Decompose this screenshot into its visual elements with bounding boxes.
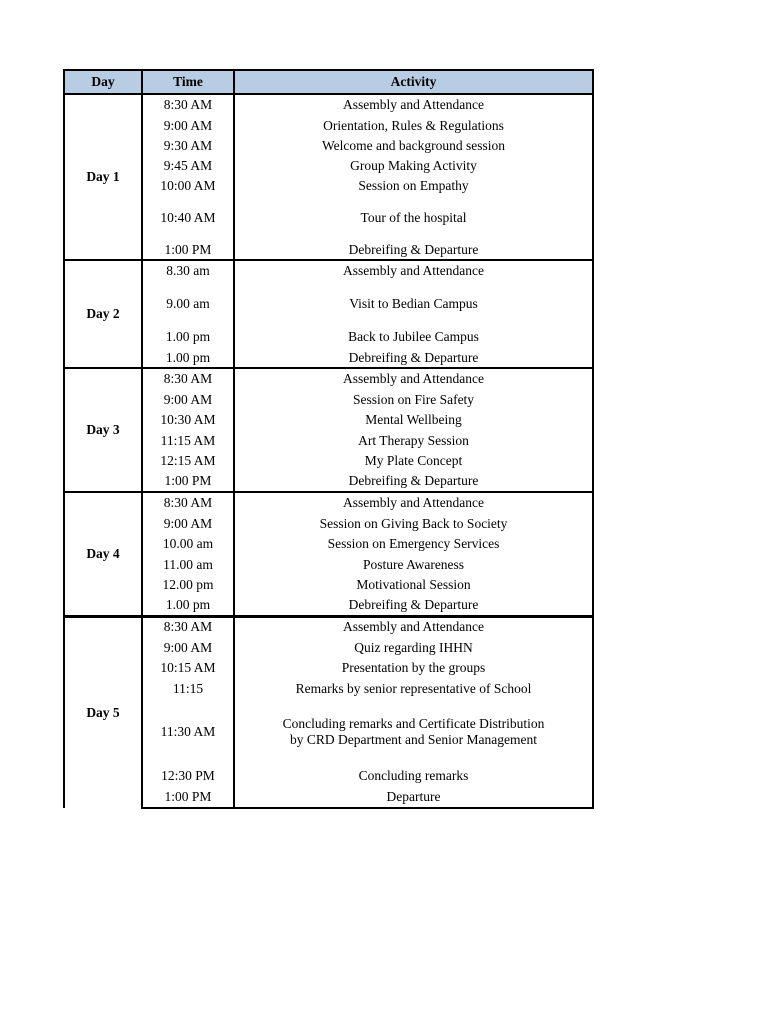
activity-cell: Presentation by the groups bbox=[234, 658, 593, 678]
table-row bbox=[64, 281, 593, 326]
activity-cell: Assembly and Attendance bbox=[234, 94, 593, 115]
time-cell: 10:40 AM bbox=[142, 196, 234, 240]
day-label: Day 5 bbox=[64, 616, 142, 808]
time-cell: 1:00 PM bbox=[142, 240, 234, 260]
schedule-table bbox=[63, 69, 594, 809]
activity-cell: Assembly and Attendance bbox=[234, 616, 593, 637]
table-row bbox=[64, 196, 593, 240]
time-cell: 9:00 AM bbox=[142, 513, 234, 534]
activity-cell: Assembly and Attendance bbox=[234, 492, 593, 513]
activity-cell: Quiz regarding IHHN bbox=[234, 637, 593, 658]
time-cell: 1.00 pm bbox=[142, 348, 234, 368]
time-cell: 12.00 pm bbox=[142, 575, 234, 595]
table-row bbox=[64, 326, 593, 348]
table-row bbox=[64, 471, 593, 492]
activity-cell: Debreifing & Departure bbox=[234, 348, 593, 368]
header-day: Day bbox=[64, 70, 142, 94]
time-cell: 10.00 am bbox=[142, 534, 234, 554]
time-cell: 10:15 AM bbox=[142, 658, 234, 678]
table-row bbox=[64, 156, 593, 176]
time-cell: 9:00 AM bbox=[142, 389, 234, 410]
activity-cell: Art Therapy Session bbox=[234, 430, 593, 451]
activity-cell: Mental Wellbeing bbox=[234, 410, 593, 430]
time-cell: 10:30 AM bbox=[142, 410, 234, 430]
time-cell: 8:30 AM bbox=[142, 616, 234, 637]
table-row bbox=[64, 348, 593, 368]
activity-cell: Session on Giving Back to Society bbox=[234, 513, 593, 534]
table-row bbox=[64, 554, 593, 575]
time-cell: 9:45 AM bbox=[142, 156, 234, 176]
time-cell: 9:30 AM bbox=[142, 136, 234, 156]
time-cell: 9.00 am bbox=[142, 281, 234, 326]
table-row bbox=[64, 389, 593, 410]
table-row bbox=[64, 368, 593, 389]
table-row bbox=[64, 616, 593, 637]
time-cell: 1:00 PM bbox=[142, 787, 234, 808]
time-cell: 9:00 AM bbox=[142, 637, 234, 658]
table-row bbox=[64, 115, 593, 136]
table-row bbox=[64, 492, 593, 513]
activity-cell: Debreifing & Departure bbox=[234, 595, 593, 616]
table-row bbox=[64, 699, 593, 765]
activity-cell: Debreifing & Departure bbox=[234, 471, 593, 492]
table-row bbox=[64, 94, 593, 115]
activity-cell: Session on Empathy bbox=[234, 176, 593, 196]
activity-cell: Session on Fire Safety bbox=[234, 389, 593, 410]
time-cell: 8.30 am bbox=[142, 260, 234, 281]
header-time: Time bbox=[142, 70, 234, 94]
table-row bbox=[64, 595, 593, 616]
table-row bbox=[64, 513, 593, 534]
time-cell: 12:30 PM bbox=[142, 765, 234, 787]
schedule-body bbox=[64, 94, 593, 808]
day-label: Day 4 bbox=[64, 492, 142, 616]
table-row bbox=[64, 176, 593, 196]
activity-cell: My Plate Concept bbox=[234, 451, 593, 471]
activity-cell: Departure bbox=[234, 787, 593, 808]
activity-cell: Remarks by senior representative of School bbox=[234, 678, 593, 699]
time-cell: 11:15 bbox=[142, 678, 234, 699]
time-cell: 8:30 AM bbox=[142, 492, 234, 513]
activity-cell: Orientation, Rules & Regulations bbox=[234, 115, 593, 136]
time-cell: 11:30 AM bbox=[142, 699, 234, 765]
header-row bbox=[64, 70, 593, 94]
table-row bbox=[64, 430, 593, 451]
activity-cell: Visit to Bedian Campus bbox=[234, 281, 593, 326]
day-label: Day 3 bbox=[64, 368, 142, 492]
time-cell: 1:00 PM bbox=[142, 471, 234, 492]
activity-cell: Concluding remarks bbox=[234, 765, 593, 787]
activity-cell: Concluding remarks and Certificate Distribution by CRD Department and Senior Management bbox=[234, 699, 593, 765]
activity-cell: Debreifing & Departure bbox=[234, 240, 593, 260]
time-cell: 12:15 AM bbox=[142, 451, 234, 471]
table-row bbox=[64, 678, 593, 699]
time-cell: 10:00 AM bbox=[142, 176, 234, 196]
day-label: Day 2 bbox=[64, 260, 142, 368]
activity-cell: Tour of the hospital bbox=[234, 196, 593, 240]
activity-cell: Welcome and background session bbox=[234, 136, 593, 156]
table-row bbox=[64, 658, 593, 678]
table-row bbox=[64, 136, 593, 156]
day-label: Day 1 bbox=[64, 94, 142, 260]
time-cell: 1.00 pm bbox=[142, 595, 234, 616]
table-row bbox=[64, 534, 593, 554]
table-row bbox=[64, 410, 593, 430]
table-row bbox=[64, 240, 593, 260]
activity-cell: Back to Jubilee Campus bbox=[234, 326, 593, 348]
activity-cell: Assembly and Attendance bbox=[234, 368, 593, 389]
activity-cell: Motivational Session bbox=[234, 575, 593, 595]
header-activity: Activity bbox=[234, 70, 593, 94]
activity-cell: Group Making Activity bbox=[234, 156, 593, 176]
time-cell: 8:30 AM bbox=[142, 94, 234, 115]
activity-cell: Session on Emergency Services bbox=[234, 534, 593, 554]
activity-cell: Assembly and Attendance bbox=[234, 260, 593, 281]
table-row bbox=[64, 451, 593, 471]
table-row bbox=[64, 787, 593, 808]
table-row bbox=[64, 575, 593, 595]
time-cell: 8:30 AM bbox=[142, 368, 234, 389]
time-cell: 1.00 pm bbox=[142, 326, 234, 348]
time-cell: 11.00 am bbox=[142, 554, 234, 575]
activity-cell: Posture Awareness bbox=[234, 554, 593, 575]
table-row bbox=[64, 765, 593, 787]
table-row bbox=[64, 637, 593, 658]
time-cell: 9:00 AM bbox=[142, 115, 234, 136]
table-row bbox=[64, 260, 593, 281]
time-cell: 11:15 AM bbox=[142, 430, 234, 451]
